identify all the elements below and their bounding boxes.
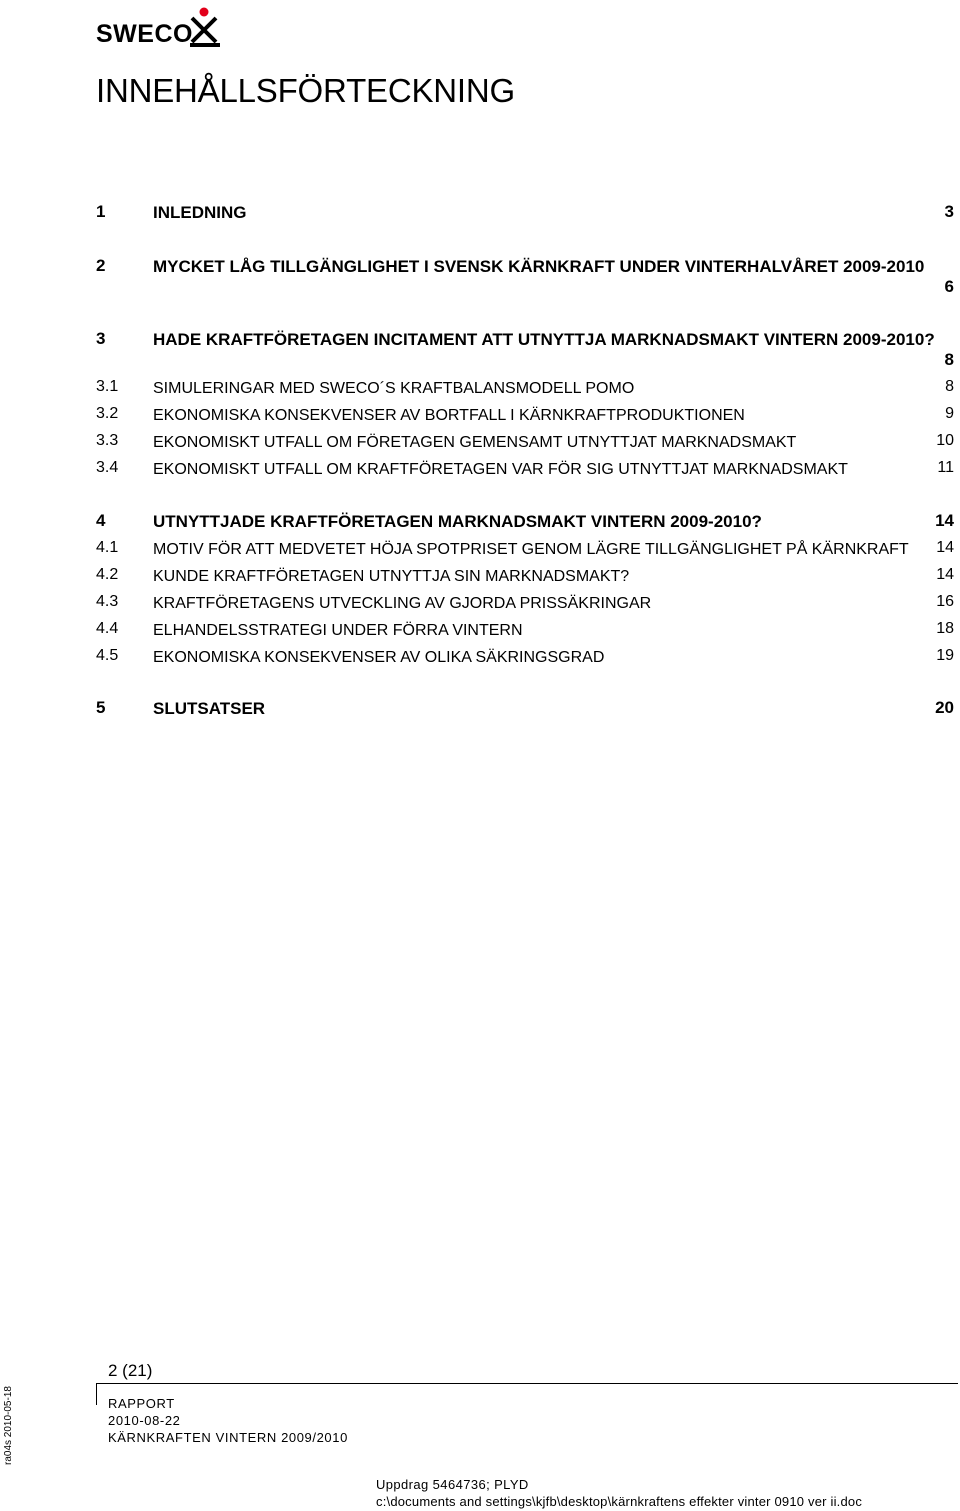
toc-title: INLEDNING xyxy=(153,203,247,222)
file-path: c:\documents and settings\kjfb\desktop\kärnkraftens effekter vinter 0910 ver ii.doc xyxy=(376,1494,863,1509)
toc-page: 14 xyxy=(936,566,954,583)
footer-divider xyxy=(96,1383,958,1384)
toc-page: 10 xyxy=(936,432,954,449)
toc-number: 4.2 xyxy=(96,566,119,583)
toc-page: 3 xyxy=(944,202,954,221)
doc-title-footer: KÄRNKRAFTEN VINTERN 2009/2010 xyxy=(108,1430,348,1445)
toc-page: 6 xyxy=(944,277,954,296)
toc-title: SIMULERINGAR MED SWECO´S KRAFTBALANSMODELL POMO xyxy=(153,380,635,397)
toc-page: 8 xyxy=(945,378,954,395)
toc-page: 14 xyxy=(935,511,954,530)
toc-number: 3.3 xyxy=(96,432,119,449)
logo-text: SWECO xyxy=(96,20,193,48)
toc-page: 14 xyxy=(936,539,954,556)
toc-title: MOTIV FÖR ATT MEDVETET HÖJA SPOTPRISET GENOM LÄGRE TILLGÄNGLIGHET PÅ KÄRNKRAFT xyxy=(153,541,909,558)
toc-title: EKONOMISKA KONSEKVENSER AV BORTFALL I KÄRNKRAFTPRODUKTIONEN xyxy=(153,407,745,424)
doc-date: 2010-08-22 xyxy=(108,1413,181,1428)
toc-page: 18 xyxy=(936,620,954,637)
toc-number: 4.3 xyxy=(96,593,119,610)
toc-page: 19 xyxy=(936,647,954,664)
footer-divider-vertical xyxy=(96,1383,97,1405)
toc-number: 2 xyxy=(96,256,106,275)
toc-page: 9 xyxy=(945,405,954,422)
toc-title: HADE KRAFTFÖRETAGEN INCITAMENT ATT UTNYTTJA MARKNADSMAKT VINTERN 2009-2010? xyxy=(153,330,935,349)
toc-number: 1 xyxy=(96,202,106,221)
toc-title: UTNYTTJADE KRAFTFÖRETAGEN MARKNADSMAKT VINTERN 2009-2010? xyxy=(153,512,762,531)
toc-page: 11 xyxy=(937,459,954,476)
assignment-info: Uppdrag 5464736; PLYD xyxy=(376,1477,529,1492)
toc-number: 5 xyxy=(96,698,106,717)
side-code: ra04s 2010-05-18 xyxy=(3,1386,14,1465)
toc-title: KUNDE KRAFTFÖRETAGEN UTNYTTJA SIN MARKNADSMAKT? xyxy=(153,568,630,585)
toc-page: 16 xyxy=(936,593,954,610)
toc-page: 8 xyxy=(944,350,954,369)
page-title: INNEHÅLLSFÖRTECKNING xyxy=(96,72,515,109)
toc-number: 3.2 xyxy=(96,405,119,422)
page-indicator: 2 (21) xyxy=(108,1361,153,1380)
toc-title: ELHANDELSSTRATEGI UNDER FÖRRA VINTERN xyxy=(153,622,523,639)
toc-number: 4.4 xyxy=(96,620,119,637)
toc-title: KRAFTFÖRETAGENS UTVECKLING AV GJORDA PRISSÄKRINGAR xyxy=(153,595,652,612)
toc-number: 4 xyxy=(96,511,106,530)
toc-title: EKONOMISKA KONSEKVENSER AV OLIKA SÄKRINGSGRAD xyxy=(153,649,605,666)
toc-title: EKONOMISKT UTFALL OM KRAFTFÖRETAGEN VAR FÖR SIG UTNYTTJAT MARKNADSMAKT xyxy=(153,461,848,478)
doc-type: RAPPORT xyxy=(108,1396,175,1411)
toc-title: EKONOMISKT UTFALL OM FÖRETAGEN GEMENSAMT UTNYTTJAT MARKNADSMAKT xyxy=(153,434,797,451)
toc-number: 3.1 xyxy=(96,378,119,395)
toc-page: 20 xyxy=(935,698,954,717)
toc-title: MYCKET LÅG TILLGÄNGLIGHET I SVENSK KÄRNKRAFT UNDER VINTERHALVÅRET 2009-2010 xyxy=(153,257,925,276)
toc-number: 3 xyxy=(96,329,106,348)
sweco-logo xyxy=(96,6,226,46)
toc-number: 4.5 xyxy=(96,647,119,664)
toc-number: 3.4 xyxy=(96,459,119,476)
toc-title: SLUTSATSER xyxy=(153,699,266,718)
sweco-person-icon xyxy=(188,6,222,48)
toc-number: 4.1 xyxy=(96,539,119,556)
